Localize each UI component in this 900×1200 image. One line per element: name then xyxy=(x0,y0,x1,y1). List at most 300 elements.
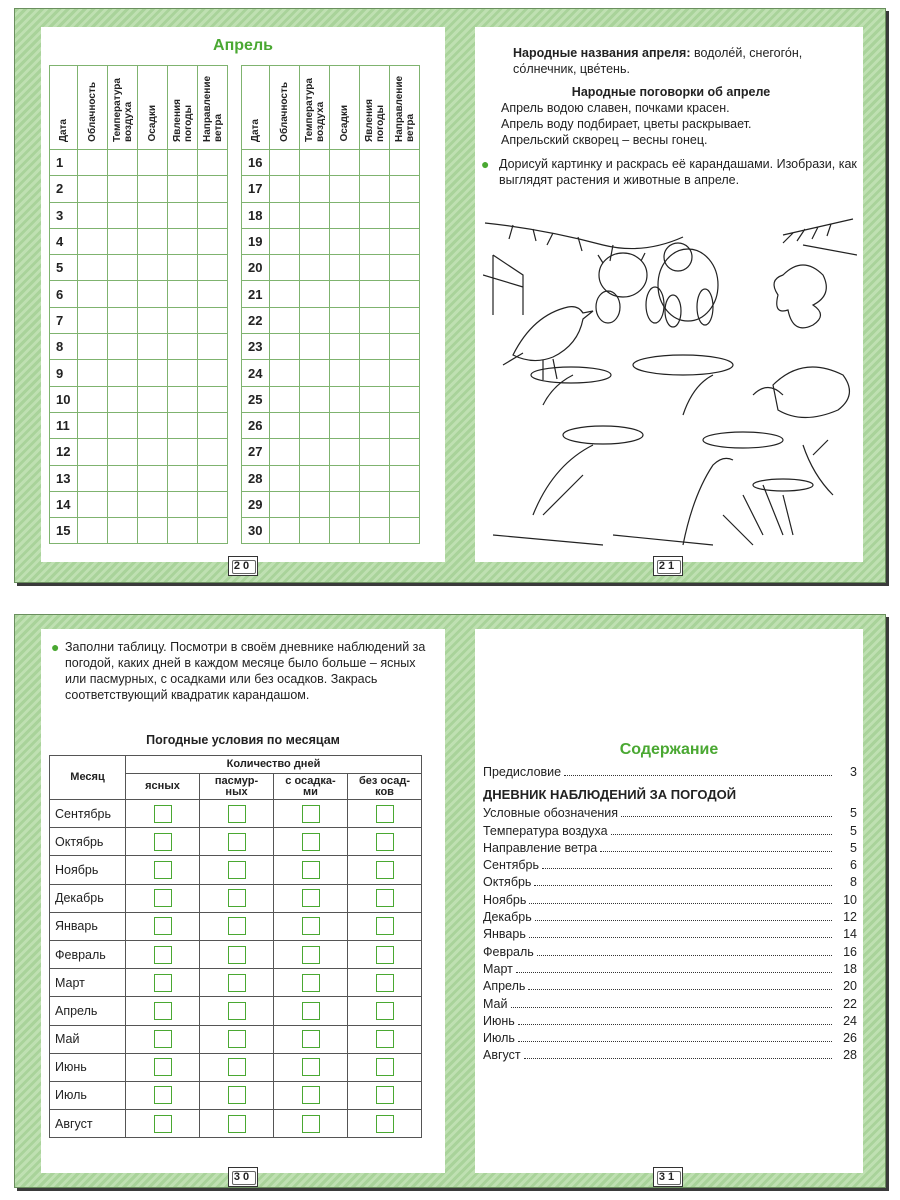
observation-cell[interactable] xyxy=(270,491,300,517)
observation-cell[interactable] xyxy=(108,307,138,333)
checkbox-square[interactable] xyxy=(302,1086,320,1104)
observation-cell[interactable] xyxy=(330,202,360,228)
observation-cell[interactable] xyxy=(300,202,330,228)
observation-cell[interactable] xyxy=(108,228,138,254)
observation-cell[interactable] xyxy=(390,281,420,307)
observation-cell[interactable] xyxy=(330,386,360,412)
observation-cell[interactable] xyxy=(78,360,108,386)
observation-cell[interactable] xyxy=(168,281,198,307)
checkbox-cell xyxy=(200,884,274,912)
observation-cell[interactable] xyxy=(360,386,390,412)
observation-cell[interactable] xyxy=(108,334,138,360)
month-name: Июль xyxy=(50,1081,126,1109)
col-header xyxy=(270,66,300,150)
observation-cell[interactable] xyxy=(330,334,360,360)
observation-cell[interactable] xyxy=(108,491,138,517)
checkbox-square[interactable] xyxy=(228,1086,246,1104)
saying: Апрельский скворец – весны гонец. xyxy=(501,133,708,147)
col-header xyxy=(360,66,390,150)
observation-cell[interactable] xyxy=(198,360,228,386)
observation-cell[interactable] xyxy=(168,202,198,228)
observation-cell[interactable] xyxy=(168,386,198,412)
checkbox-square[interactable] xyxy=(376,946,394,964)
checkbox-square[interactable] xyxy=(154,833,172,851)
checkbox-square[interactable] xyxy=(228,946,246,964)
checkbox-square[interactable] xyxy=(302,861,320,879)
observation-cell[interactable] xyxy=(78,386,108,412)
observation-cell[interactable] xyxy=(360,228,390,254)
month-name: Август xyxy=(50,1110,126,1138)
observation-cell[interactable] xyxy=(300,412,330,438)
observation-cell[interactable] xyxy=(198,386,228,412)
observation-cell[interactable] xyxy=(78,307,108,333)
checkbox-square[interactable] xyxy=(376,1086,394,1104)
observation-cell[interactable] xyxy=(270,360,300,386)
observation-cell[interactable] xyxy=(390,150,420,176)
col-header-label: Направление ветра xyxy=(201,75,224,142)
toc-entry[interactable] xyxy=(483,979,857,996)
observation-cell[interactable] xyxy=(390,491,420,517)
observation-cell[interactable] xyxy=(198,465,228,491)
observation-cell[interactable] xyxy=(270,202,300,228)
weather-table-1-15 xyxy=(49,65,228,544)
checkbox-cell xyxy=(200,1053,274,1081)
observation-cell[interactable] xyxy=(390,386,420,412)
checkbox-square[interactable] xyxy=(302,974,320,992)
observation-cell[interactable] xyxy=(270,228,300,254)
toc-page: 5 xyxy=(850,840,857,855)
observation-cell[interactable] xyxy=(300,386,330,412)
observation-cell[interactable] xyxy=(198,228,228,254)
checkbox-square[interactable] xyxy=(376,805,394,823)
toc-dots xyxy=(518,1024,832,1025)
toc-page: 12 xyxy=(843,910,857,925)
toc-entry[interactable] xyxy=(483,841,857,858)
observation-cell[interactable] xyxy=(168,518,198,544)
day-number: 14 xyxy=(50,491,78,517)
table-row xyxy=(50,228,228,254)
observation-cell[interactable] xyxy=(138,518,168,544)
month-name: Октябрь xyxy=(50,828,126,856)
checkbox-square[interactable] xyxy=(376,974,394,992)
observation-cell[interactable] xyxy=(390,202,420,228)
checkbox-square[interactable] xyxy=(154,805,172,823)
checkbox-square[interactable] xyxy=(302,946,320,964)
checkbox-square[interactable] xyxy=(376,1115,394,1133)
observation-cell[interactable] xyxy=(138,412,168,438)
table-row xyxy=(50,1110,422,1138)
checkbox-square[interactable] xyxy=(228,889,246,907)
col-header xyxy=(300,66,330,150)
table-row xyxy=(242,518,420,544)
observation-cell[interactable] xyxy=(270,307,300,333)
observation-cell[interactable] xyxy=(270,465,300,491)
day-number: 6 xyxy=(50,281,78,307)
observation-cell[interactable] xyxy=(390,255,420,281)
observation-cell[interactable] xyxy=(330,150,360,176)
checkbox-square[interactable] xyxy=(228,1115,246,1133)
observation-cell[interactable] xyxy=(330,255,360,281)
day-number: 4 xyxy=(50,228,78,254)
observation-cell[interactable] xyxy=(108,255,138,281)
observation-cell[interactable] xyxy=(360,150,390,176)
observation-cell[interactable] xyxy=(138,439,168,465)
observation-cell[interactable] xyxy=(300,307,330,333)
observation-cell[interactable] xyxy=(330,491,360,517)
observation-cell[interactable] xyxy=(360,412,390,438)
observation-cell[interactable] xyxy=(330,281,360,307)
observation-cell[interactable] xyxy=(78,334,108,360)
table-row xyxy=(50,884,422,912)
checkbox-square[interactable] xyxy=(302,889,320,907)
toc-entry[interactable] xyxy=(483,806,857,823)
col-header xyxy=(330,66,360,150)
observation-cell[interactable] xyxy=(138,491,168,517)
checkbox-square[interactable] xyxy=(154,889,172,907)
observation-cell[interactable] xyxy=(108,281,138,307)
checkbox-square[interactable] xyxy=(154,974,172,992)
observation-cell[interactable] xyxy=(270,334,300,360)
observation-cell[interactable] xyxy=(270,281,300,307)
checkbox-square[interactable] xyxy=(154,1002,172,1020)
observation-cell[interactable] xyxy=(270,255,300,281)
observation-cell[interactable] xyxy=(138,307,168,333)
observation-cell[interactable] xyxy=(330,176,360,202)
observation-cell[interactable] xyxy=(360,176,390,202)
toc-dots xyxy=(534,885,832,886)
observation-cell[interactable] xyxy=(270,150,300,176)
observation-cell[interactable] xyxy=(168,228,198,254)
observation-cell[interactable] xyxy=(270,176,300,202)
observation-cell[interactable] xyxy=(198,281,228,307)
observation-cell[interactable] xyxy=(360,465,390,491)
checkbox-square[interactable] xyxy=(302,1002,320,1020)
toc-entry[interactable] xyxy=(483,824,857,841)
observation-cell[interactable] xyxy=(78,518,108,544)
observation-cell[interactable] xyxy=(330,439,360,465)
toc-label: Температура воздуха xyxy=(483,823,608,838)
checkbox-square[interactable] xyxy=(302,917,320,935)
checkbox-cell xyxy=(126,1081,200,1109)
observation-cell[interactable] xyxy=(138,150,168,176)
toc-entry[interactable] xyxy=(483,893,857,910)
observation-cell[interactable] xyxy=(138,281,168,307)
observation-cell[interactable] xyxy=(330,412,360,438)
checkbox-square[interactable] xyxy=(228,1002,246,1020)
summary-table-title: Погодные условия по месяцам xyxy=(146,733,340,747)
spring-coloring-drawing[interactable] xyxy=(483,215,857,555)
checkbox-cell xyxy=(200,1110,274,1138)
col-header xyxy=(50,66,78,150)
table-row xyxy=(50,176,228,202)
toc-label: Апрель xyxy=(483,979,526,994)
page-number: 31 xyxy=(658,1171,678,1183)
observation-cell[interactable] xyxy=(138,334,168,360)
toc-entry[interactable] xyxy=(483,875,857,892)
toc-entry[interactable] xyxy=(483,945,857,962)
checkbox-square[interactable] xyxy=(376,861,394,879)
observation-cell[interactable] xyxy=(108,386,138,412)
day-number: 3 xyxy=(50,202,78,228)
checkbox-square[interactable] xyxy=(154,917,172,935)
toc-entry[interactable] xyxy=(483,910,857,927)
observation-cell[interactable] xyxy=(108,412,138,438)
day-number: 19 xyxy=(242,228,270,254)
table-row xyxy=(50,360,228,386)
observation-cell[interactable] xyxy=(390,439,420,465)
observation-cell[interactable] xyxy=(330,518,360,544)
observation-cell[interactable] xyxy=(78,150,108,176)
observation-cell[interactable] xyxy=(108,439,138,465)
observation-cell[interactable] xyxy=(198,176,228,202)
table-row xyxy=(50,465,228,491)
observation-cell[interactable] xyxy=(198,202,228,228)
toc-dots xyxy=(516,972,832,973)
observation-cell[interactable] xyxy=(168,439,198,465)
checkbox-cell xyxy=(200,1025,274,1053)
checkbox-cell xyxy=(274,997,348,1025)
observation-cell[interactable] xyxy=(330,360,360,386)
month-name: Июнь xyxy=(50,1053,126,1081)
checkbox-cell xyxy=(348,940,422,968)
observation-cell[interactable] xyxy=(78,281,108,307)
checkbox-square[interactable] xyxy=(154,1115,172,1133)
checkbox-cell xyxy=(348,856,422,884)
toc-entry[interactable] xyxy=(483,765,857,782)
observation-cell[interactable] xyxy=(138,360,168,386)
checkbox-square[interactable] xyxy=(302,833,320,851)
observation-cell[interactable] xyxy=(300,176,330,202)
month-name: Май xyxy=(50,1025,126,1053)
observation-cell[interactable] xyxy=(138,465,168,491)
toc-entry[interactable] xyxy=(483,997,857,1014)
toc-dots xyxy=(524,1058,832,1059)
checkbox-square[interactable] xyxy=(376,1058,394,1076)
toc-page: 10 xyxy=(843,892,857,907)
checkbox-square[interactable] xyxy=(228,805,246,823)
col-header: пасмур- ных xyxy=(200,774,274,800)
checkbox-cell xyxy=(200,1081,274,1109)
checkbox-square[interactable] xyxy=(302,1030,320,1048)
observation-cell[interactable] xyxy=(360,334,390,360)
observation-cell[interactable] xyxy=(168,360,198,386)
observation-cell[interactable] xyxy=(138,176,168,202)
observation-cell[interactable] xyxy=(108,176,138,202)
observation-cell[interactable] xyxy=(108,150,138,176)
checkbox-square[interactable] xyxy=(376,833,394,851)
observation-cell[interactable] xyxy=(138,386,168,412)
checkbox-square[interactable] xyxy=(228,974,246,992)
observation-cell[interactable] xyxy=(330,307,360,333)
checkbox-square[interactable] xyxy=(228,861,246,879)
observation-cell[interactable] xyxy=(390,518,420,544)
observation-cell[interactable] xyxy=(168,176,198,202)
checkbox-square[interactable] xyxy=(228,833,246,851)
observation-cell[interactable] xyxy=(78,465,108,491)
observation-cell[interactable] xyxy=(300,255,330,281)
checkbox-square[interactable] xyxy=(302,805,320,823)
observation-cell[interactable] xyxy=(300,281,330,307)
observation-cell[interactable] xyxy=(360,307,390,333)
observation-cell[interactable] xyxy=(300,439,330,465)
checkbox-square[interactable] xyxy=(376,889,394,907)
observation-cell[interactable] xyxy=(168,334,198,360)
table-row xyxy=(50,856,422,884)
page-contents xyxy=(475,629,863,1183)
checkbox-cell xyxy=(348,1025,422,1053)
checkbox-square[interactable] xyxy=(228,1058,246,1076)
observation-cell[interactable] xyxy=(300,360,330,386)
day-number: 27 xyxy=(242,439,270,465)
col-header-label: Температура воздуха xyxy=(303,78,326,142)
observation-cell[interactable] xyxy=(300,334,330,360)
checkbox-square[interactable] xyxy=(154,861,172,879)
checkbox-square[interactable] xyxy=(302,1058,320,1076)
observation-cell[interactable] xyxy=(270,439,300,465)
month-name: Ноябрь xyxy=(50,856,126,884)
observation-cell[interactable] xyxy=(270,386,300,412)
observation-cell[interactable] xyxy=(108,465,138,491)
col-header-label: Осадки xyxy=(147,105,158,142)
col-header: с осадка- ми xyxy=(274,774,348,800)
observation-cell[interactable] xyxy=(390,412,420,438)
sayings-title: Народные поговорки об апреле xyxy=(571,85,771,99)
table-row xyxy=(50,1053,422,1081)
observation-cell[interactable] xyxy=(360,491,390,517)
observation-cell[interactable] xyxy=(168,150,198,176)
observation-cell[interactable] xyxy=(360,518,390,544)
toc-entry[interactable] xyxy=(483,858,857,875)
observation-cell[interactable] xyxy=(168,491,198,517)
checkbox-square[interactable] xyxy=(154,1086,172,1104)
checkbox-cell xyxy=(348,1081,422,1109)
observation-cell[interactable] xyxy=(300,150,330,176)
observation-cell[interactable] xyxy=(330,228,360,254)
observation-cell[interactable] xyxy=(198,518,228,544)
page-number: 30 xyxy=(233,1171,253,1183)
checkbox-square[interactable] xyxy=(376,917,394,935)
observation-cell[interactable] xyxy=(108,360,138,386)
toc-entry[interactable] xyxy=(483,1031,857,1048)
observation-cell[interactable] xyxy=(198,255,228,281)
observation-cell[interactable] xyxy=(198,307,228,333)
observation-cell[interactable] xyxy=(168,465,198,491)
checkbox-cell xyxy=(200,940,274,968)
observation-cell[interactable] xyxy=(138,228,168,254)
observation-cell[interactable] xyxy=(390,465,420,491)
toc-dots xyxy=(511,1007,833,1008)
col-header-label: Явления погоды xyxy=(171,98,194,142)
observation-cell[interactable] xyxy=(198,491,228,517)
toc-page: 14 xyxy=(843,927,857,942)
observation-cell[interactable] xyxy=(300,518,330,544)
toc-entry[interactable] xyxy=(483,1048,857,1065)
folk-names-text: водоле́й, снегого́н, со́лнечник, цве́тень. xyxy=(513,46,803,76)
observation-cell[interactable] xyxy=(78,176,108,202)
day-number: 18 xyxy=(242,202,270,228)
observation-cell[interactable] xyxy=(108,518,138,544)
observation-cell[interactable] xyxy=(390,360,420,386)
observation-cell[interactable] xyxy=(360,439,390,465)
observation-cell[interactable] xyxy=(270,412,300,438)
observation-cell[interactable] xyxy=(360,202,390,228)
table-row xyxy=(50,969,422,997)
observation-cell[interactable] xyxy=(390,228,420,254)
observation-cell[interactable] xyxy=(78,255,108,281)
observation-cell[interactable] xyxy=(78,491,108,517)
observation-cell[interactable] xyxy=(360,360,390,386)
toc-entry[interactable] xyxy=(483,1014,857,1031)
observation-cell[interactable] xyxy=(360,281,390,307)
toc-label: Февраль xyxy=(483,944,534,959)
toc-label: Октябрь xyxy=(483,875,532,890)
table-row xyxy=(242,465,420,491)
observation-cell[interactable] xyxy=(390,307,420,333)
month-name: Декабрь xyxy=(50,884,126,912)
checkbox-square[interactable] xyxy=(154,1058,172,1076)
day-number: 29 xyxy=(242,491,270,517)
observation-cell[interactable] xyxy=(78,228,108,254)
checkbox-cell xyxy=(274,828,348,856)
month-name: Февраль xyxy=(50,940,126,968)
observation-cell[interactable] xyxy=(390,176,420,202)
observation-cell[interactable] xyxy=(78,412,108,438)
observation-cell[interactable] xyxy=(330,465,360,491)
observation-cell[interactable] xyxy=(300,465,330,491)
observation-cell[interactable] xyxy=(198,150,228,176)
observation-cell[interactable] xyxy=(198,412,228,438)
checkbox-square[interactable] xyxy=(154,946,172,964)
toc-entry[interactable] xyxy=(483,962,857,979)
toc-label: Сентябрь xyxy=(483,858,539,873)
observation-cell[interactable] xyxy=(78,202,108,228)
observation-cell[interactable] xyxy=(198,334,228,360)
observation-cell[interactable] xyxy=(360,255,390,281)
observation-cell[interactable] xyxy=(198,439,228,465)
toc-page: 5 xyxy=(850,823,857,838)
checkbox-square[interactable] xyxy=(376,1030,394,1048)
day-number: 5 xyxy=(50,255,78,281)
observation-cell[interactable] xyxy=(138,202,168,228)
checkbox-cell xyxy=(348,1053,422,1081)
table-row xyxy=(50,281,228,307)
toc-entry[interactable] xyxy=(483,927,857,944)
observation-cell[interactable] xyxy=(390,334,420,360)
observation-cell[interactable] xyxy=(300,228,330,254)
observation-cell[interactable] xyxy=(300,491,330,517)
checkbox-square[interactable] xyxy=(154,1030,172,1048)
observation-cell[interactable] xyxy=(270,518,300,544)
table-row xyxy=(50,307,228,333)
checkbox-square[interactable] xyxy=(228,1030,246,1048)
observation-cell[interactable] xyxy=(78,439,108,465)
folk-names-heading: Народные названия апреля: xyxy=(513,46,691,60)
checkbox-square[interactable] xyxy=(302,1115,320,1133)
table-row xyxy=(242,281,420,307)
table-row xyxy=(50,491,228,517)
observation-cell[interactable] xyxy=(168,412,198,438)
observation-cell[interactable] xyxy=(138,255,168,281)
checkbox-square[interactable] xyxy=(228,917,246,935)
observation-cell[interactable] xyxy=(108,202,138,228)
observation-cell[interactable] xyxy=(168,307,198,333)
day-number: 30 xyxy=(242,518,270,544)
observation-cell[interactable] xyxy=(168,255,198,281)
checkbox-cell xyxy=(200,856,274,884)
toc-label: Декабрь xyxy=(483,910,532,925)
table-row xyxy=(242,412,420,438)
checkbox-square[interactable] xyxy=(376,1002,394,1020)
